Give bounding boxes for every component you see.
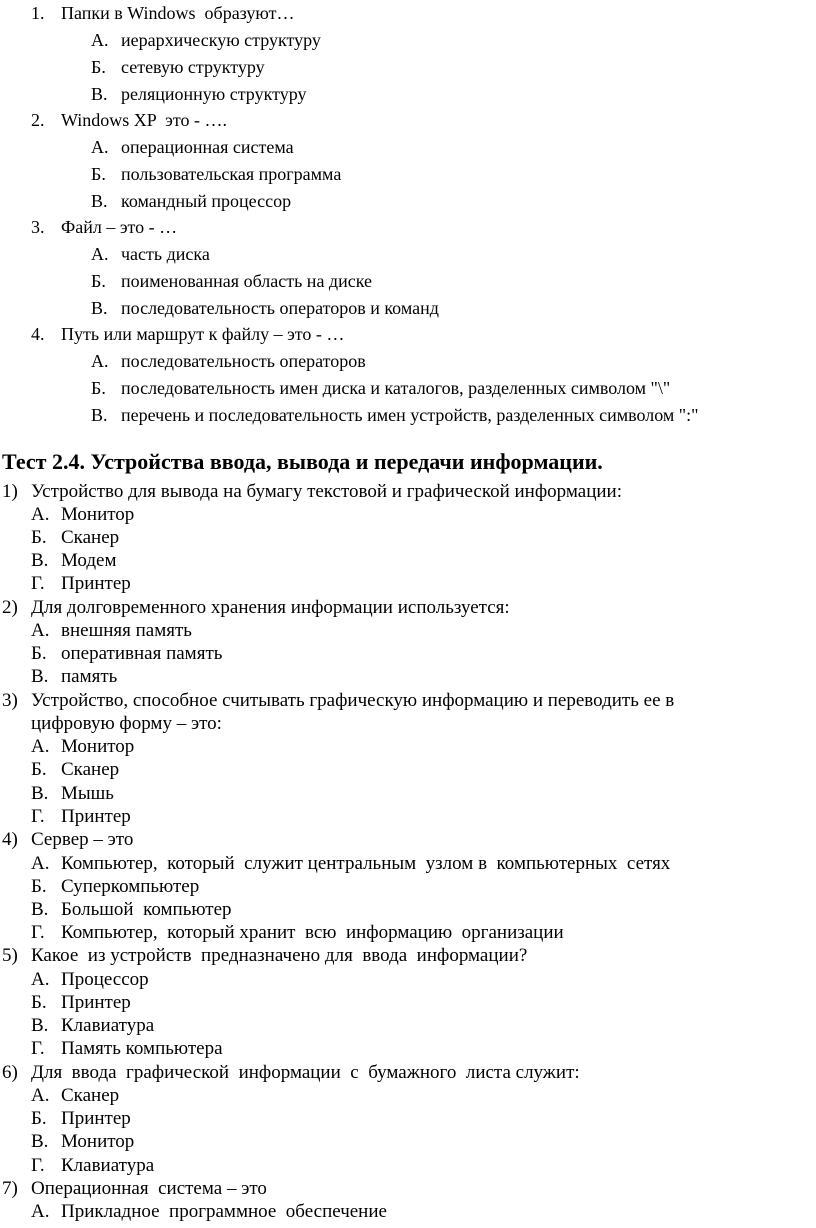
option-letter: А.	[31, 620, 50, 641]
option-text: Сканер	[61, 759, 120, 780]
question-text: Операционная система – это	[31, 1178, 267, 1199]
option-letter: Б.	[91, 378, 106, 398]
question-text: Устройство, способное считывать графическую информацию и переводить ее в	[31, 690, 675, 711]
option-text: Клавиатура	[61, 1155, 155, 1176]
option-text: Модем	[61, 550, 117, 571]
option-letter: А.	[91, 30, 109, 50]
option-text: перечень и последовательность имен устройств, разделенных символом ":"	[121, 405, 699, 425]
option-letter: В.	[31, 666, 49, 687]
option-letter: А.	[31, 504, 50, 525]
option-letter: А.	[31, 853, 50, 874]
question-text: Для ввода графической информации с бумажного листа служит:	[31, 1062, 580, 1083]
option-text: Прикладное программное обеспечение	[61, 1201, 387, 1222]
question-text: Файл – это - …	[61, 217, 178, 237]
question-number: 7)	[2, 1178, 18, 1199]
option-letter: А.	[91, 351, 109, 371]
question-number: 1.	[31, 3, 45, 23]
option-text: Компьютер, который служит центральным узлом в компьютерных сетях	[61, 853, 671, 874]
question-number: 5)	[2, 945, 18, 966]
option-text: Монитор	[61, 736, 135, 757]
option-text: Компьютер, который хранит всю информацию организации	[61, 922, 564, 943]
option-text: Мышь	[61, 783, 114, 804]
question-number: 3)	[2, 690, 18, 711]
option-text: последовательность имен диска и каталогов, разделенных символом "\"	[121, 378, 671, 398]
option-text: Клавиатура	[61, 1015, 155, 1036]
option-text: реляционную структуру	[121, 84, 307, 104]
option-letter: А.	[31, 1201, 50, 1222]
question-number: 6)	[2, 1062, 18, 1083]
option-letter: Г.	[31, 922, 45, 943]
option-letter: В.	[91, 84, 108, 104]
option-text: иерархическую структуру	[121, 30, 321, 50]
question-number: 3.	[31, 217, 45, 237]
question-text-continuation: цифровую форму – это:	[31, 713, 222, 734]
option-letter: Б.	[31, 759, 47, 780]
option-text: поименованная область на диске	[121, 271, 372, 291]
question-number: 2)	[2, 597, 18, 618]
option-text: Сканер	[61, 1085, 120, 1106]
option-letter: Б.	[31, 992, 47, 1013]
option-text: Принтер	[61, 992, 131, 1013]
option-text: последовательность операторов и команд	[121, 298, 439, 318]
test-heading: Тест 2.4. Устройства ввода, вывода и передачи информации.	[2, 449, 603, 474]
question-text: Какое из устройств предназначено для ввода информации?	[31, 945, 528, 966]
option-letter: В.	[31, 550, 49, 571]
option-text: пользовательская программа	[121, 164, 342, 184]
option-text: Принтер	[61, 573, 131, 594]
question-text: Сервер – это	[31, 829, 134, 850]
option-text: последовательность операторов	[121, 351, 366, 371]
option-text: часть диска	[121, 244, 210, 264]
option-letter: Г.	[31, 806, 45, 827]
option-letter: А.	[31, 1085, 50, 1106]
option-text: Принтер	[61, 806, 131, 827]
option-text: внешняя память	[61, 620, 192, 641]
option-letter: Г.	[31, 573, 45, 594]
option-letter: В.	[31, 1015, 49, 1036]
option-letter: Б.	[31, 876, 47, 897]
option-letter: В.	[91, 191, 108, 211]
option-letter: Б.	[31, 1108, 47, 1129]
option-text: Суперкомпьютер	[61, 876, 200, 897]
option-letter: Б.	[31, 527, 47, 548]
option-letter: В.	[31, 783, 49, 804]
option-text: память	[61, 666, 118, 687]
option-letter: Г.	[31, 1038, 45, 1059]
option-text: сетевую структуру	[121, 57, 265, 77]
option-letter: В.	[91, 298, 108, 318]
option-text: Память компьютера	[61, 1038, 223, 1059]
question-text: Windows XP это - ….	[61, 110, 227, 130]
question-number: 1)	[2, 481, 18, 502]
option-text: операционная система	[121, 137, 294, 157]
option-letter: Б.	[91, 57, 106, 77]
option-letter: В.	[91, 405, 108, 425]
option-letter: А.	[91, 137, 109, 157]
option-letter: А.	[31, 969, 50, 990]
question-number: 2.	[31, 110, 45, 130]
question-text: Путь или маршрут к файлу – это - …	[61, 324, 345, 344]
option-text: оперативная память	[61, 643, 223, 664]
option-text: Принтер	[61, 1108, 131, 1129]
option-letter: Б.	[91, 271, 106, 291]
option-text: Процессор	[61, 969, 149, 990]
question-text: Устройство для вывода на бумагу текстовой и графической информации:	[31, 481, 622, 502]
option-letter: А.	[91, 244, 109, 264]
option-text: Сканер	[61, 527, 120, 548]
option-letter: Г.	[31, 1155, 45, 1176]
option-text: командный процессор	[121, 191, 292, 211]
question-number: 4.	[31, 324, 45, 344]
option-letter: Б.	[91, 164, 106, 184]
question-text: Для долговременного хранения информации используется:	[31, 597, 510, 618]
option-letter: В.	[31, 899, 49, 920]
option-letter: А.	[31, 736, 50, 757]
question-number: 4)	[2, 829, 18, 850]
question-text: Папки в Windows образуют…	[61, 3, 295, 23]
option-letter: В.	[31, 1131, 49, 1152]
option-letter: Б.	[31, 643, 47, 664]
option-text: Монитор	[61, 1131, 135, 1152]
option-text: Большой компьютер	[61, 899, 232, 920]
option-text: Монитор	[61, 504, 135, 525]
